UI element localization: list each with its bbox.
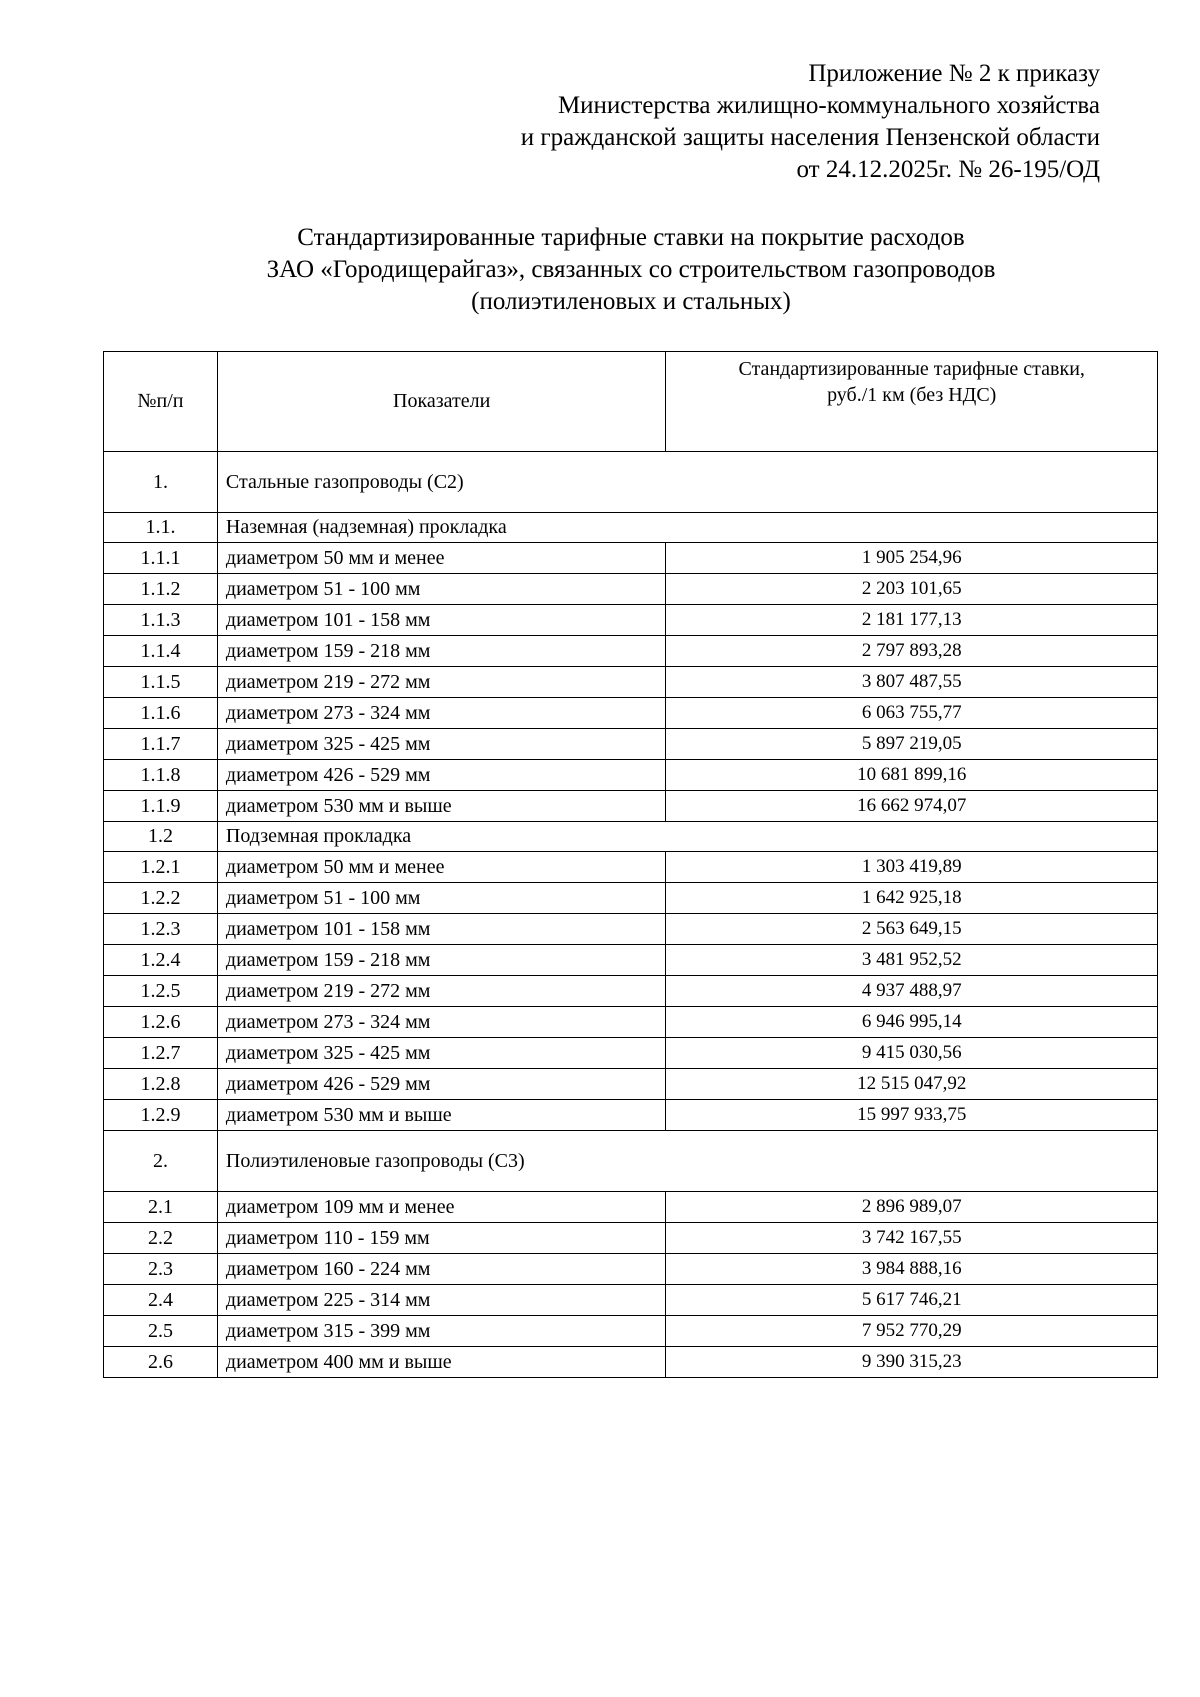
row-number: 1.2.4	[104, 945, 218, 976]
row-number: 2.1	[104, 1192, 218, 1223]
row-number: 1.2.7	[104, 1038, 218, 1069]
table-row	[104, 945, 1158, 976]
row-number: 1.2.1	[104, 852, 218, 883]
subsection-row	[104, 822, 1158, 852]
row-rate-value: 3 481 952,52	[666, 945, 1158, 976]
subsection-number: 1.2	[104, 822, 218, 852]
row-indicator: диаметром 101 - 158 мм	[217, 914, 666, 945]
row-indicator: диаметром 426 - 529 мм	[217, 1069, 666, 1100]
row-rate-value: 2 563 649,15	[666, 914, 1158, 945]
row-indicator: диаметром 50 мм и менее	[217, 543, 666, 574]
row-indicator: диаметром 109 мм и менее	[217, 1192, 666, 1223]
section-number: 2.	[104, 1131, 218, 1192]
column-header-number: №п/п	[104, 352, 218, 452]
subsection-number: 1.1.	[104, 513, 218, 543]
row-rate-value: 15 997 933,75	[666, 1100, 1158, 1131]
row-indicator: диаметром 101 - 158 мм	[217, 605, 666, 636]
table-header-row	[104, 352, 1158, 452]
header-line: от 24.12.2025г. № 26-195/ОД	[796, 156, 1100, 183]
row-number: 1.1.4	[104, 636, 218, 667]
table-row	[104, 1100, 1158, 1131]
subsection-row	[104, 513, 1158, 543]
row-rate-value: 7 952 770,29	[666, 1316, 1158, 1347]
table-row	[104, 1223, 1158, 1254]
section-row	[104, 452, 1158, 513]
row-indicator: диаметром 530 мм и выше	[217, 1100, 666, 1131]
row-number: 1.2.3	[104, 914, 218, 945]
header-line: Приложение № 2 к приказу	[808, 60, 1100, 87]
subsection-title: Подземная прокладка	[217, 822, 1157, 852]
row-rate-value: 10 681 899,16	[666, 760, 1158, 791]
table-row	[104, 543, 1158, 574]
row-number: 1.1.1	[104, 543, 218, 574]
row-indicator: диаметром 325 - 425 мм	[217, 1038, 666, 1069]
header-line: и гражданской защиты населения Пензенской области	[520, 124, 1100, 151]
row-indicator: диаметром 225 - 314 мм	[217, 1285, 666, 1316]
table-row	[104, 1347, 1158, 1378]
row-rate-value: 6 063 755,77	[666, 698, 1158, 729]
table-row	[104, 791, 1158, 822]
row-number: 1.1.2	[104, 574, 218, 605]
table-row	[104, 1069, 1158, 1100]
table-row	[104, 852, 1158, 883]
row-number: 1.1.3	[104, 605, 218, 636]
title-line: (полиэтиленовых и стальных)	[471, 288, 791, 315]
row-rate-value: 3 984 888,16	[666, 1254, 1158, 1285]
row-indicator: диаметром 400 мм и выше	[217, 1347, 666, 1378]
row-number: 1.2.9	[104, 1100, 218, 1131]
title-line: Стандартизированные тарифные ставки на покрытие расходов	[297, 224, 965, 251]
row-indicator: диаметром 426 - 529 мм	[217, 760, 666, 791]
row-number: 1.2.6	[104, 1007, 218, 1038]
row-rate-value: 9 390 315,23	[666, 1347, 1158, 1378]
row-indicator: диаметром 110 - 159 мм	[217, 1223, 666, 1254]
row-indicator: диаметром 159 - 218 мм	[217, 636, 666, 667]
row-number: 1.2.5	[104, 976, 218, 1007]
row-rate-value: 2 797 893,28	[666, 636, 1158, 667]
section-title: Полиэтиленовые газопроводы (С3)	[217, 1131, 1157, 1192]
table-row	[104, 636, 1158, 667]
row-number: 1.1.6	[104, 698, 218, 729]
table-row	[104, 1038, 1158, 1069]
column-header-indicators: Показатели	[217, 352, 666, 452]
row-rate-value: 2 203 101,65	[666, 574, 1158, 605]
table-row	[104, 1316, 1158, 1347]
row-rate-value: 3 742 167,55	[666, 1223, 1158, 1254]
table-row	[104, 976, 1158, 1007]
column-header-rates-line: Стандартизированные тарифные ставки,	[738, 358, 1085, 380]
row-indicator: диаметром 325 - 425 мм	[217, 729, 666, 760]
table-row	[104, 574, 1158, 605]
row-rate-value: 1 642 925,18	[666, 883, 1158, 914]
row-rate-value: 2 181 177,13	[666, 605, 1158, 636]
table-row	[104, 914, 1158, 945]
table-row	[104, 760, 1158, 791]
row-number: 1.1.8	[104, 760, 218, 791]
header-line: Министерства жилищно-коммунального хозяйства	[557, 92, 1100, 119]
table-row	[104, 729, 1158, 760]
table-row	[104, 1285, 1158, 1316]
row-rate-value: 2 896 989,07	[666, 1192, 1158, 1223]
row-number: 2.4	[104, 1285, 218, 1316]
row-number: 1.1.9	[104, 791, 218, 822]
row-indicator: диаметром 530 мм и выше	[217, 791, 666, 822]
row-number: 1.1.5	[104, 667, 218, 698]
row-number: 2.3	[104, 1254, 218, 1285]
row-indicator: диаметром 159 - 218 мм	[217, 945, 666, 976]
section-row	[104, 1131, 1158, 1192]
row-rate-value: 9 415 030,56	[666, 1038, 1158, 1069]
column-header-rates-line: руб./1 км (без НДС)	[827, 384, 997, 406]
table-row	[104, 667, 1158, 698]
row-rate-value: 1 303 419,89	[666, 852, 1158, 883]
row-number: 1.1.7	[104, 729, 218, 760]
table-row	[104, 1254, 1158, 1285]
table-row	[104, 698, 1158, 729]
row-indicator: диаметром 219 - 272 мм	[217, 667, 666, 698]
row-indicator: диаметром 273 - 324 мм	[217, 698, 666, 729]
order-reference-header	[200, 58, 1100, 186]
row-number: 2.5	[104, 1316, 218, 1347]
row-rate-value: 5 897 219,05	[666, 729, 1158, 760]
row-rate-value: 5 617 746,21	[666, 1285, 1158, 1316]
row-rate-value: 4 937 488,97	[666, 976, 1158, 1007]
row-rate-value: 6 946 995,14	[666, 1007, 1158, 1038]
row-number: 1.2.8	[104, 1069, 218, 1100]
row-indicator: диаметром 273 - 324 мм	[217, 1007, 666, 1038]
subsection-title: Наземная (надземная) прокладка	[217, 513, 1157, 543]
row-indicator: диаметром 160 - 224 мм	[217, 1254, 666, 1285]
table-row	[104, 1192, 1158, 1223]
table-row	[104, 1007, 1158, 1038]
row-rate-value: 16 662 974,07	[666, 791, 1158, 822]
table-row	[104, 605, 1158, 636]
column-header-rates	[666, 352, 1158, 452]
row-rate-value: 12 515 047,92	[666, 1069, 1158, 1100]
row-rate-value: 1 905 254,96	[666, 543, 1158, 574]
row-number: 1.2.2	[104, 883, 218, 914]
section-number: 1.	[104, 452, 218, 513]
row-indicator: диаметром 51 - 100 мм	[217, 883, 666, 914]
row-rate-value: 3 807 487,55	[666, 667, 1158, 698]
tariff-rates-table	[103, 351, 1158, 1378]
row-indicator: диаметром 51 - 100 мм	[217, 574, 666, 605]
table-row	[104, 883, 1158, 914]
title-line: ЗАО «Городищерайгаз», связанных со строительством газопроводов	[266, 256, 996, 283]
row-indicator: диаметром 315 - 399 мм	[217, 1316, 666, 1347]
section-title: Стальные газопроводы (С2)	[217, 452, 1157, 513]
row-number: 2.6	[104, 1347, 218, 1378]
row-number: 2.2	[104, 1223, 218, 1254]
row-indicator: диаметром 219 - 272 мм	[217, 976, 666, 1007]
document-title	[0, 222, 1200, 318]
row-indicator: диаметром 50 мм и менее	[217, 852, 666, 883]
